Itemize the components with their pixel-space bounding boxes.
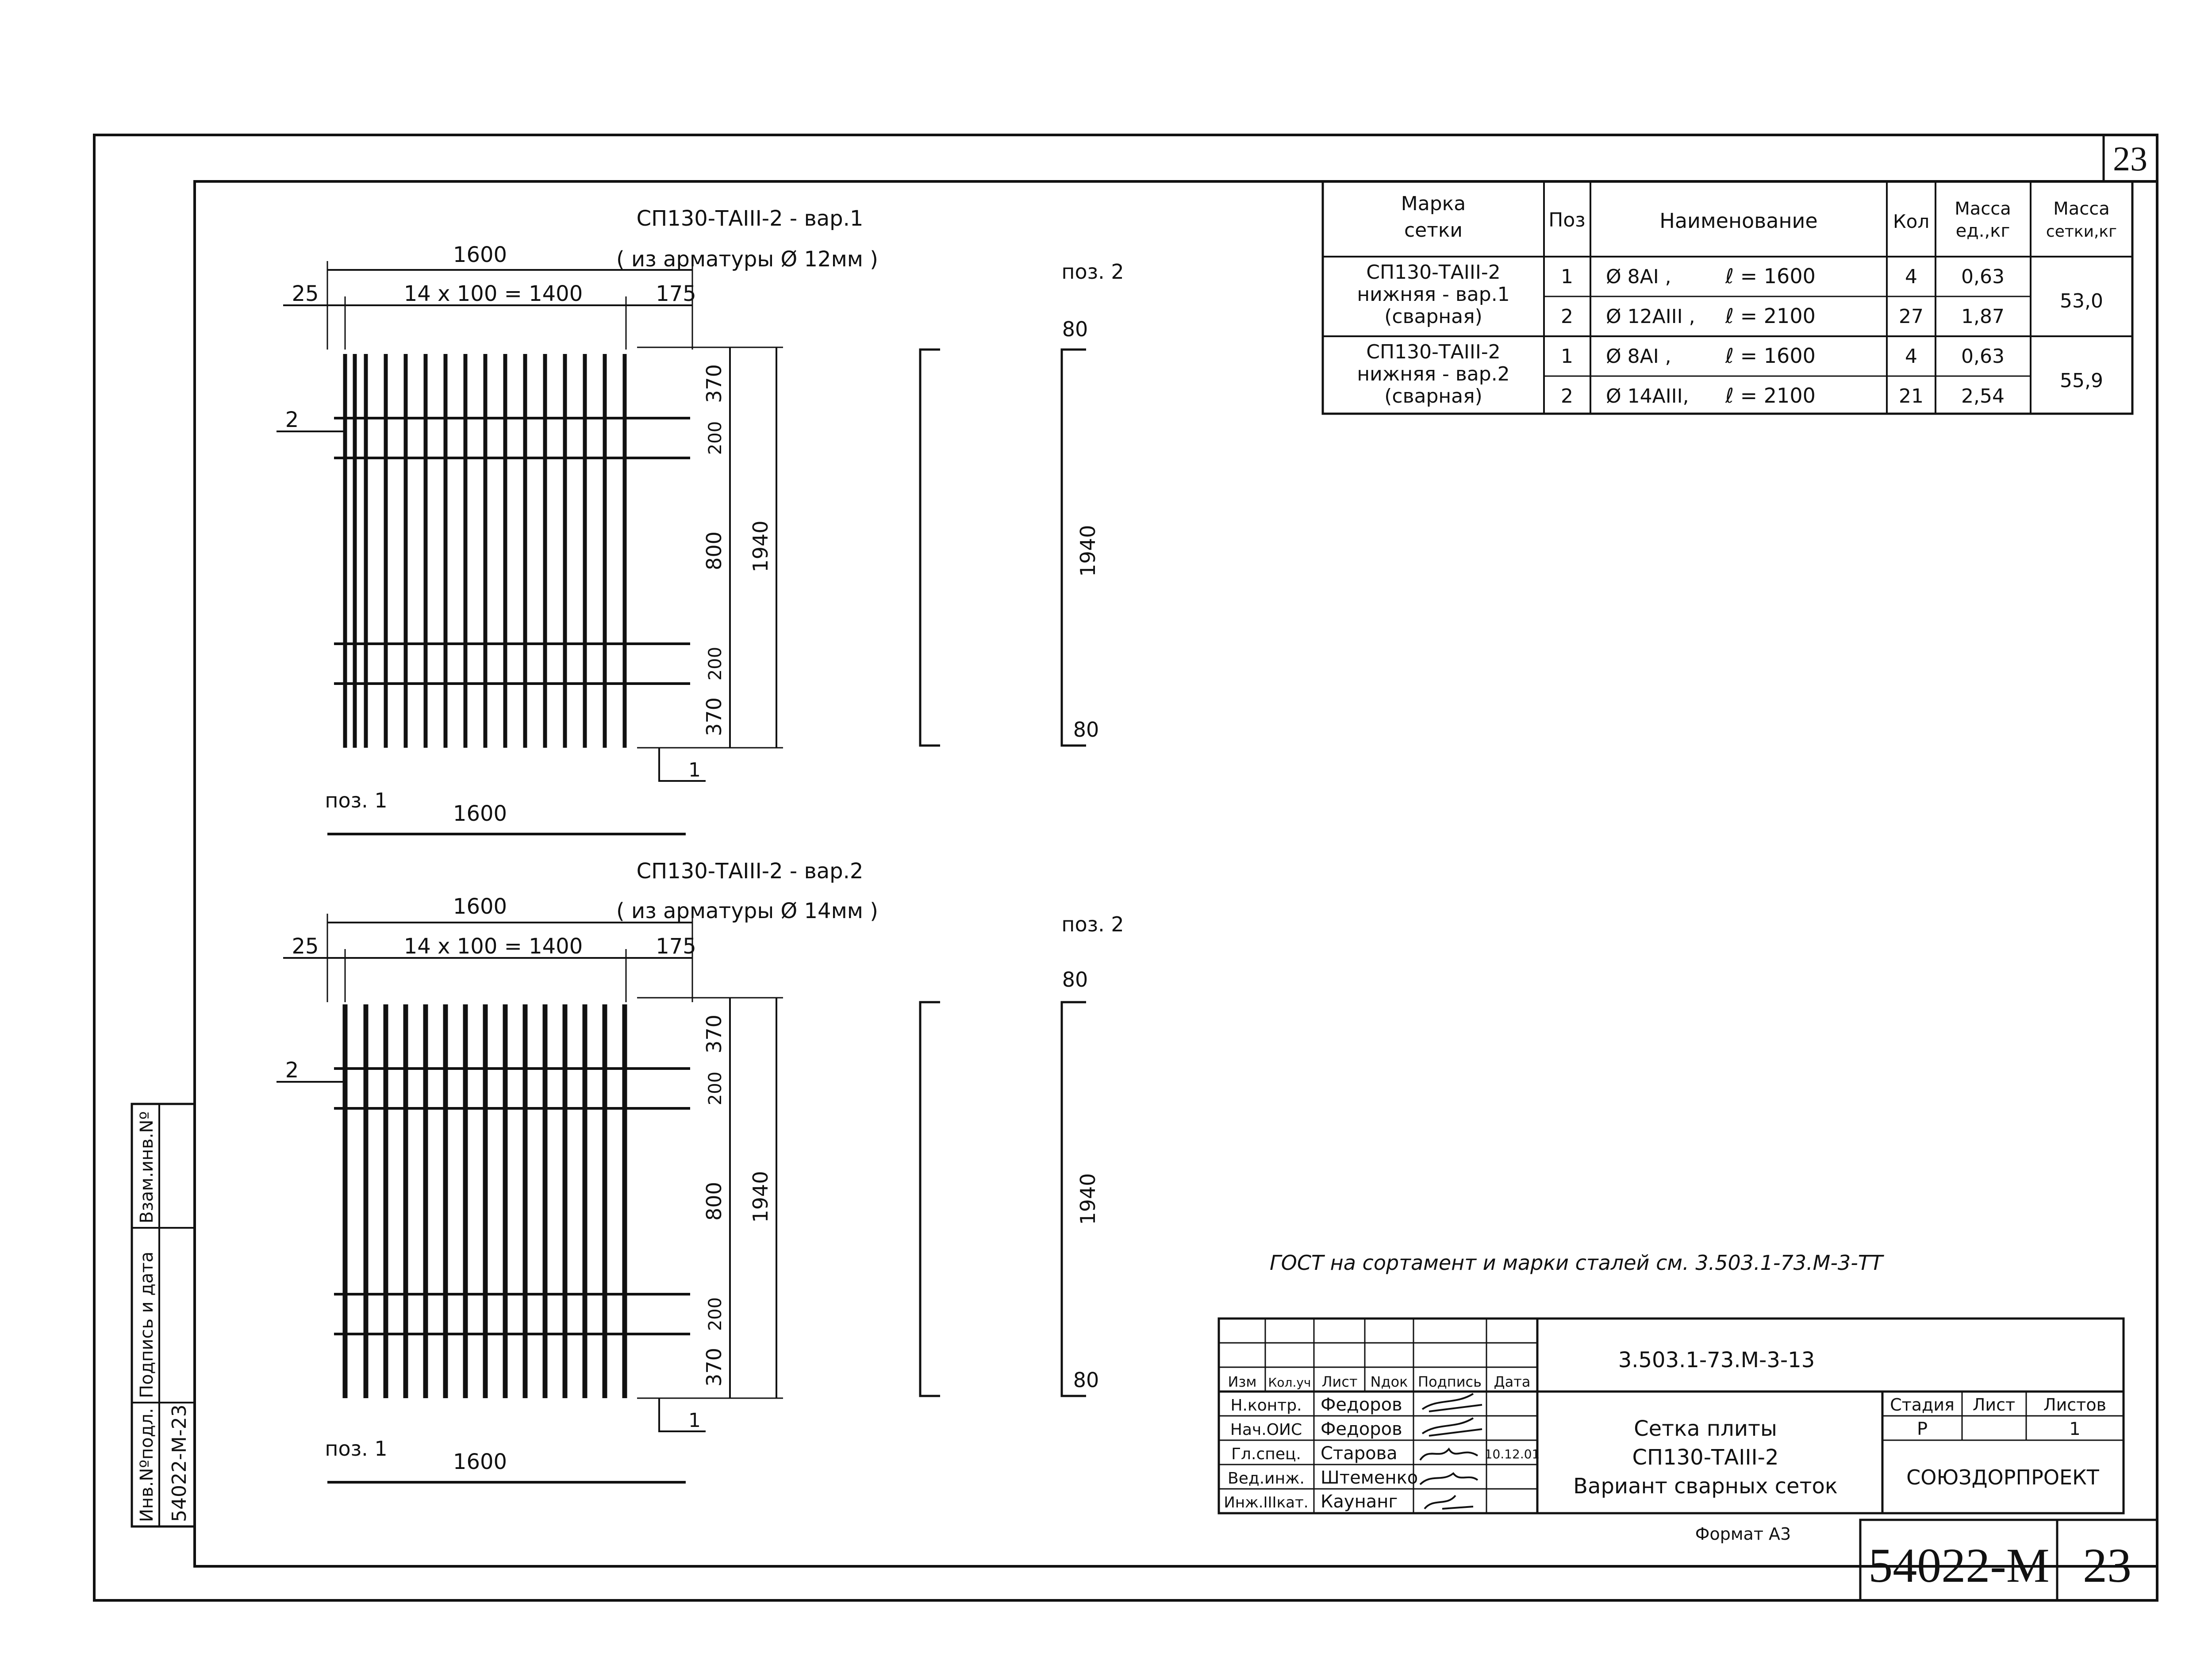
v1-dim-spacing: 14 x 100 = 1400 xyxy=(403,281,583,306)
v1-dim-v-370-bottom: 370 xyxy=(702,697,726,736)
g1-r1-mass: 0,63 xyxy=(1961,265,2005,288)
person-1-name: Федоров xyxy=(1321,1395,1402,1415)
person-2-name: Федоров xyxy=(1321,1419,1402,1439)
side-inv-value: 54022-М-23 xyxy=(168,1404,191,1522)
v1-pos1-label: поз. 1 xyxy=(325,788,388,812)
g2-r2-pos: 2 xyxy=(1561,385,1573,408)
g2-mesh-mass: 55,9 xyxy=(2060,369,2103,392)
v2-pos2-hook-top: 80 xyxy=(1062,968,1088,992)
g2-r1-len: ℓ = 1600 xyxy=(1725,344,1816,368)
g2-r2-len: ℓ = 2100 xyxy=(1725,384,1816,408)
v2-dim-width: 1600 xyxy=(453,894,507,919)
rev-h-sign: Подпись xyxy=(1418,1373,1482,1390)
g2-r2-mass: 2,54 xyxy=(1961,385,2005,408)
spec-table xyxy=(1323,181,2132,414)
stage-value: Р xyxy=(1916,1419,1928,1439)
th-mass-mesh-1: Масса xyxy=(2053,199,2110,219)
sheets-value: 1 xyxy=(2069,1419,2081,1439)
signatures xyxy=(1420,1394,1482,1509)
title-block xyxy=(1219,1319,2124,1513)
archive-box xyxy=(1860,1520,2157,1600)
v1-dim-v-1940: 1940 xyxy=(749,520,772,573)
v1-pos2-label: поз. 2 xyxy=(1061,260,1124,284)
v2-dim-v-370-top: 370 xyxy=(702,1015,726,1053)
inner-frame xyxy=(195,181,2157,1566)
th-mark-1: Марка xyxy=(1401,192,1466,215)
g2-mark-3: (сварная) xyxy=(1384,385,1482,408)
sheets-header: Листов xyxy=(2043,1395,2106,1415)
v2-dim-spacing: 14 x 100 = 1400 xyxy=(403,934,583,959)
rev-h-ndok: Nдок xyxy=(1370,1373,1408,1390)
v2-dim-left: 25 xyxy=(292,934,319,959)
v1-dim-v-800: 800 xyxy=(702,531,726,570)
g2-r2-dia: Ø 14AIII, xyxy=(1606,385,1689,408)
g1-mark-2: нижняя - вар.1 xyxy=(1357,283,1510,306)
v2-dim-v-370-bottom: 370 xyxy=(702,1348,726,1387)
person-2-role: Нач.ОИС xyxy=(1230,1421,1302,1439)
v2-leader-1: 1 xyxy=(688,1409,701,1432)
person-4-name: Штеменко xyxy=(1321,1468,1418,1488)
person-5-name: Каунанг xyxy=(1321,1492,1398,1512)
v2-pos2-hook-bottom: 80 xyxy=(1073,1368,1099,1392)
v2-dim-v-800: 800 xyxy=(702,1182,726,1221)
th-name: Наименование xyxy=(1659,209,1818,233)
th-mark-2: сетки xyxy=(1404,219,1463,242)
v1-long-bars xyxy=(345,354,625,748)
th-mass-unit-1: Масса xyxy=(1955,199,2011,219)
v2-pos2-label: поз. 2 xyxy=(1061,912,1124,936)
v1-pos1-length: 1600 xyxy=(453,801,507,826)
g1-mark-3: (сварная) xyxy=(1384,305,1482,328)
g1-mesh-mass: 53,0 xyxy=(2060,290,2103,312)
g1-r1-dia: Ø 8AI , xyxy=(1606,265,1671,288)
side-label-signature: Подпись и дата xyxy=(137,1251,157,1398)
v1-dim-v-200-bottom: 200 xyxy=(705,646,726,681)
sheet-header: Лист xyxy=(1972,1395,2016,1415)
v2-long-bars xyxy=(345,1004,625,1398)
title-line-3: Вариант сварных сеток xyxy=(1573,1474,1838,1499)
archive-number: 54022-М xyxy=(1868,1538,2050,1592)
v1-dim-v-200-top: 200 xyxy=(705,421,726,455)
org-name: СОЮЗДОРПРОЕКТ xyxy=(1906,1465,2099,1489)
v2-leader-2: 2 xyxy=(285,1058,299,1083)
rev-h-kol: Кол.уч xyxy=(1268,1375,1311,1390)
person-4-role: Вед.инж. xyxy=(1228,1469,1305,1488)
th-qty: Кол xyxy=(1893,211,1930,232)
v2-dim-v-200-top: 200 xyxy=(705,1071,726,1106)
g2-mark-1: СП130-ТАIII-2 xyxy=(1366,341,1501,363)
g1-r2-pos: 2 xyxy=(1561,305,1573,328)
variant-1 xyxy=(276,206,1124,834)
rev-h-list: Лист xyxy=(1321,1373,1358,1390)
v2-dim-v-200-bottom: 200 xyxy=(705,1297,726,1331)
g1-r1-pos: 1 xyxy=(1561,265,1573,288)
th-pos: Поз xyxy=(1548,209,1586,231)
rev-h-date: Дата xyxy=(1494,1373,1531,1390)
v2-dim-right: 175 xyxy=(656,934,696,959)
g2-r1-dia: Ø 8AI , xyxy=(1606,345,1671,368)
variant-1-subtitle: ( из арматуры Ø 12мм ) xyxy=(616,247,878,272)
sheet-number: 23 xyxy=(2083,1538,2131,1592)
g2-r1-mass: 0,63 xyxy=(1961,345,2005,368)
v1-pos2-hook-top: 80 xyxy=(1062,317,1088,341)
v1-dim-width: 1600 xyxy=(453,242,507,267)
v1-leader-1: 1 xyxy=(688,759,701,781)
v2-pos2-sideview xyxy=(920,1002,940,1396)
g1-r2-len: ℓ = 2100 xyxy=(1725,304,1816,328)
g2-r1-qty: 4 xyxy=(1905,345,1917,368)
g1-r2-qty: 27 xyxy=(1899,305,1924,328)
v1-dim-left: 25 xyxy=(292,281,319,306)
variant-2-subtitle: ( из арматуры Ø 14мм ) xyxy=(616,899,878,923)
v1-leader-2: 2 xyxy=(285,408,299,432)
side-stamp xyxy=(132,1104,195,1526)
g2-mark-2: нижняя - вар.2 xyxy=(1357,363,1510,385)
corner-number-box xyxy=(2104,135,2157,181)
rev-h-izm: Изм xyxy=(1228,1373,1257,1390)
side-label-replace: Взам.инв.Nº xyxy=(137,1111,157,1223)
v1-dim-v-370-top: 370 xyxy=(702,364,726,403)
person-3-name: Старова xyxy=(1321,1443,1398,1464)
corner-number: 23 xyxy=(2113,139,2147,178)
variant-2-title: СП130-ТАIII-2 - вар.2 xyxy=(636,859,864,884)
g1-mark-1: СП130-ТАIII-2 xyxy=(1366,261,1501,284)
side-label-inv: Инв.Nºподл. xyxy=(137,1408,157,1522)
person-3-date: 10.12.01 xyxy=(1484,1447,1540,1461)
g1-r1-qty: 4 xyxy=(1905,265,1917,288)
person-3-role: Гл.спец. xyxy=(1231,1445,1301,1463)
v2-pos1-length: 1600 xyxy=(453,1449,507,1474)
doc-code: 3.503.1-73.М-3-13 xyxy=(1618,1348,1815,1373)
v1-dim-right: 175 xyxy=(656,281,696,306)
g2-r2-qty: 21 xyxy=(1899,385,1924,408)
th-mass-mesh-2: сетки,кг xyxy=(2046,223,2117,241)
v2-pos2-length: 1940 xyxy=(1076,1173,1100,1225)
title-line-1: Сетка плиты xyxy=(1634,1416,1777,1441)
person-1-role: Н.контр. xyxy=(1230,1396,1302,1415)
g2-r1-pos: 1 xyxy=(1561,345,1573,368)
v2-pos1-label: поз. 1 xyxy=(325,1437,388,1461)
stage-header: Стадия xyxy=(1890,1395,1955,1415)
v1-pos2-hook-bottom: 80 xyxy=(1073,718,1099,742)
g1-r2-dia: Ø 12AIII , xyxy=(1606,305,1695,328)
title-line-2: СП130-ТАIII-2 xyxy=(1632,1445,1779,1470)
v1-pos2-sideview xyxy=(920,350,940,746)
variant-2 xyxy=(276,859,1124,1482)
th-mass-unit-2: ед.,кг xyxy=(1955,221,2010,241)
g1-r1-len: ℓ = 1600 xyxy=(1725,264,1816,288)
g1-r2-mass: 1,87 xyxy=(1961,305,2005,328)
v2-dim-v-1940: 1940 xyxy=(749,1171,772,1223)
v1-pos2-length: 1940 xyxy=(1076,525,1100,577)
person-5-role: Инж.IIIкат. xyxy=(1224,1494,1309,1511)
variant-1-title: СП130-ТАIII-2 - вар.1 xyxy=(636,206,864,231)
format-label: Формат А3 xyxy=(1695,1524,1791,1544)
gost-note: ГОСТ на сортамент и марки сталей см. 3.503.1-73.М-3-ТТ xyxy=(1270,1251,1883,1275)
